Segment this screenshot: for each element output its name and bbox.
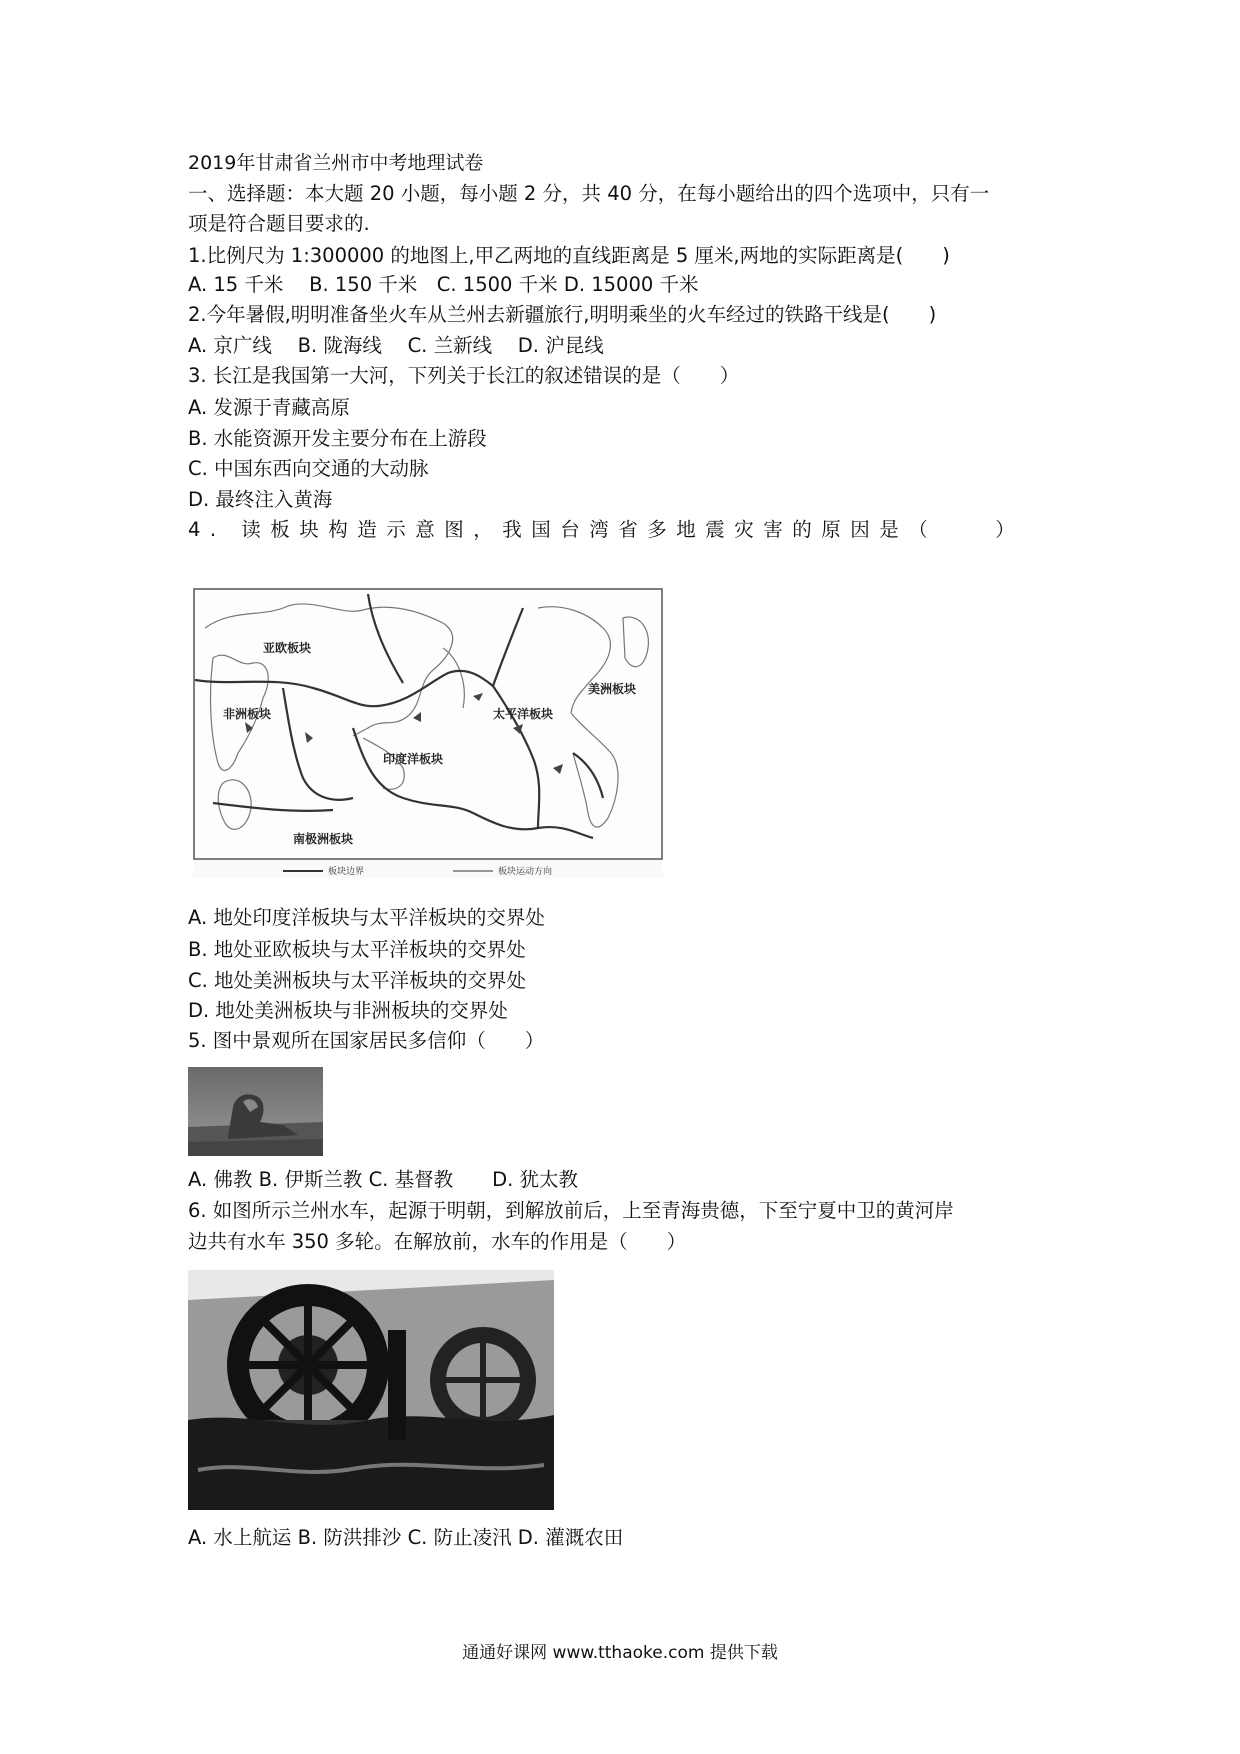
map-legend-boundary: 板块边界	[328, 867, 365, 877]
question-1-stem: 1.比例尺为 1:300000 的地图上,甲乙两地的直线距离是 5 厘米,两地的实际距离是( )	[188, 244, 950, 267]
question-6-options: A. 水上航运 B. 防洪排沙 C. 防止凌汛 D. 灌溉农田	[188, 1526, 624, 1549]
question-6-stem-line-1: 6. 如图所示兰州水车，起源于明朝，到解放前后，上至青海贵德，下至宁夏中卫的黄河岸	[188, 1199, 954, 1222]
map-legend-motion: 板块运动方向	[498, 867, 553, 877]
map-label-african: 非洲板块	[223, 707, 272, 721]
map-label-american: 美洲板块	[588, 682, 637, 696]
question-4-stem: 4. 读板块构造示意图，我国台湾省多地震灾害的原因是（ ）	[188, 518, 1025, 541]
page-title: 2019年甘肃省兰州市中考地理试卷	[188, 152, 484, 174]
map-label-antarctic: 南极洲板块	[293, 832, 354, 846]
map-label-eurasia: 亚欧板块	[263, 641, 312, 655]
question-3-stem: 3. 长江是我国第一大河，下列关于长江的叙述错误的是（ ）	[188, 364, 740, 387]
question-1-options: A. 15 千米 B. 150 千米 C. 1500 千米 D. 15000 千米	[188, 273, 699, 296]
section-instruction-line-1: 一、选择题：本大题 20 小题，每小题 2 分，共 40 分，在每小题给出的四个选项中，只有一	[188, 182, 990, 205]
question-6-stem-line-2: 边共有水车 350 多轮。在解放前，水车的作用是（ ）	[188, 1230, 687, 1253]
map-label-indian: 印度洋板块	[383, 752, 444, 766]
footer-credit: 通通好课网 www.tthaoke.com 提供下载	[462, 1643, 778, 1663]
question-3-option-b: B. 水能资源开发主要分布在上游段	[188, 427, 487, 450]
question-3-option-d: D. 最终注入黄海	[188, 488, 333, 511]
section-instruction-line-2: 项是符合题目要求的.	[188, 212, 370, 235]
question-4-option-c: C. 地处美洲板块与太平洋板块的交界处	[188, 969, 527, 992]
question-3-option-a: A. 发源于青藏高原	[188, 396, 350, 419]
question-4-option-a: A. 地处印度洋板块与太平洋板块的交界处	[188, 906, 545, 929]
plate-tectonics-map	[193, 588, 663, 878]
question-2-stem: 2.今年暑假,明明准备坐火车从兰州去新疆旅行,明明乘坐的火车经过的铁路干线是( )	[188, 303, 937, 326]
question-5-stem: 5. 图中景观所在国家居民多信仰（ ）	[188, 1029, 545, 1052]
map-label-pacific: 太平洋板块	[493, 707, 554, 721]
question-4-option-d: D. 地处美洲板块与非洲板块的交界处	[188, 999, 508, 1022]
question-3-option-c: C. 中国东西向交通的大动脉	[188, 457, 429, 480]
sphinx-photo	[188, 1067, 323, 1156]
question-4-option-b: B. 地处亚欧板块与太平洋板块的交界处	[188, 938, 526, 961]
question-5-options: A. 佛教 B. 伊斯兰教 C. 基督教 D. 犹太教	[188, 1168, 578, 1191]
question-2-options: A. 京广线 B. 陇海线 C. 兰新线 D. 沪昆线	[188, 334, 604, 357]
lanzhou-waterwheel-photo	[188, 1270, 554, 1510]
